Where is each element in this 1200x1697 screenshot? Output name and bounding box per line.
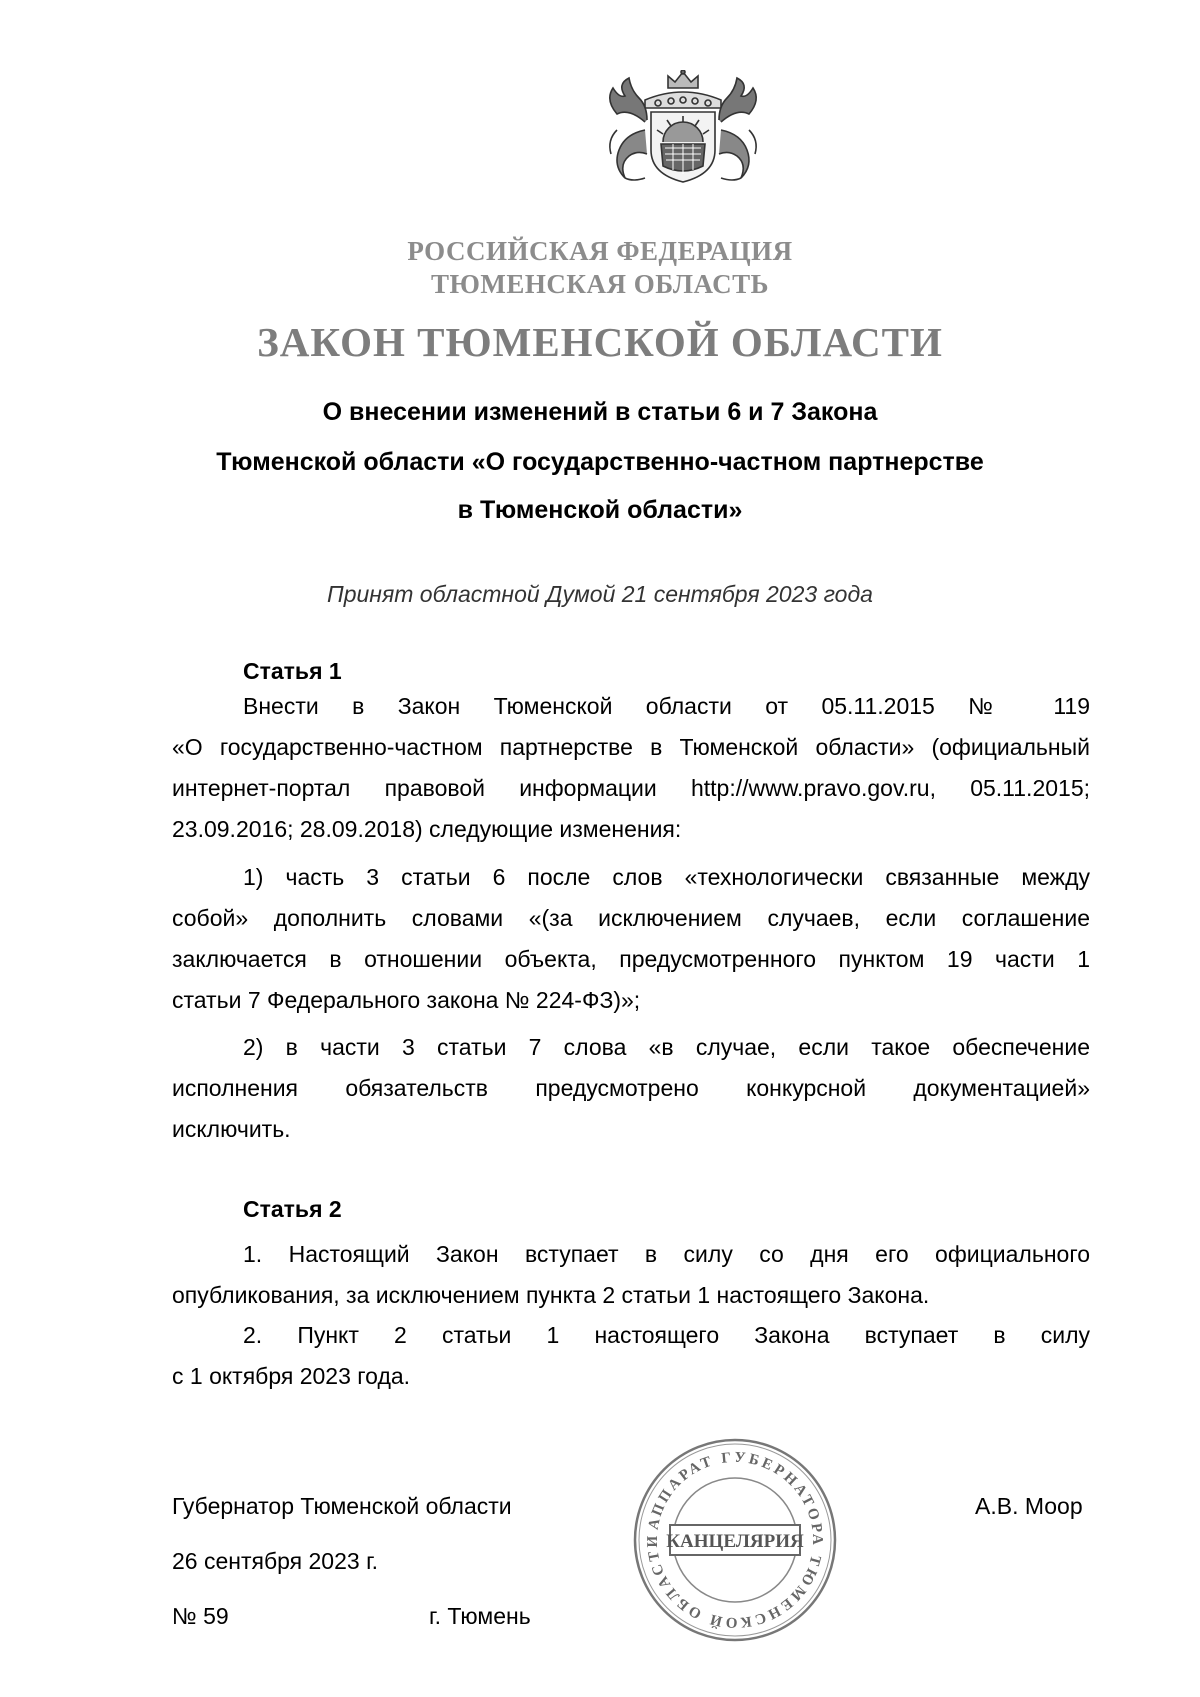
header-region: ТЮМЕНСКАЯ ОБЛАСТЬ [430,269,770,299]
text-line: исполнения обязательств предусмотрено конкурсной документацией» [172,1075,1090,1101]
text-line: 23.09.2016; 28.09.2018) следующие изменения: [172,816,682,842]
header-country: РОССИЙСКАЯ ФЕДЕРАЦИЯ [407,236,793,266]
signing-city: г. Тюмень [429,1603,531,1629]
law-number: № 59 [172,1603,229,1629]
document-title-line: О внесении изменений в статьи 6 и 7 Закона [322,398,878,426]
text-line: Внести в Закон Тюменской области от 05.11.2015 № 119 [243,693,1090,719]
signing-date: 26 сентября 2023 г. [172,1548,379,1574]
text-line: собой» дополнить словами «(за исключением случаев, если соглашение [172,905,1090,931]
text-line: 2. Пункт 2 статьи 1 настоящего Закона вступает в силу [243,1322,1090,1348]
header-law-type: ЗАКОН ТЮМЕНСКОЙ ОБЛАСТИ [257,319,943,365]
article-1-item-2 [172,1027,1090,1150]
article-1-heading: Статья 1 [243,658,342,684]
text-line: заключается в отношении объекта, предусмотренного пунктом 19 части 1 [172,946,1090,972]
signatory-position: Губернатор Тюменской области [172,1493,512,1519]
stamp-ring-text: АППАРАТ ГУБЕРНАТОРА ТЮМЕНСКОЙ ОБЛАСТИ [644,1449,826,1631]
text-line: «О государственно-частном партнерстве в Тюменской области» (официальный [172,734,1090,760]
document-title-line: Тюменской области «О государственно-частном партнерстве [216,448,984,476]
article-2-item-2 [172,1315,1090,1397]
stamp-center-text: КАНЦЕЛЯРИЯ [666,1531,804,1552]
text-line: 1) часть 3 статьи 6 после слов «технологически связанные между [243,864,1090,890]
article-2-item-1 [172,1234,1090,1316]
text-line: 1. Настоящий Закон вступает в силу со дня его официального [243,1241,1090,1267]
article-2-heading: Статья 2 [243,1196,342,1222]
text-line: опубликования, за исключением пункта 2 статьи 1 настоящего Закона. [172,1282,930,1308]
text-line: интернет-портал правовой информации http://www.pravo.gov.ru, 05.11.2015; [172,775,1090,801]
coat-of-arms-emblem [533,70,833,185]
document-title-line: в Тюменской области» [457,496,743,524]
official-stamp [630,1435,840,1645]
text-line: статьи 7 Федерального закона № 224-ФЗ)»; [172,987,641,1013]
article-1-item-1 [172,857,1090,1021]
adoption-note: Принят областной Думой 21 сентября 2023 года [327,581,873,607]
text-line: исключить. [172,1116,291,1142]
text-line: 2) в части 3 статьи 7 слова «в случае, если такое обеспечение [243,1034,1090,1060]
article-1-intro [172,686,1090,850]
text-line: с 1 октября 2023 года. [172,1363,411,1389]
signatory-name: А.В. Моор [975,1493,1083,1519]
